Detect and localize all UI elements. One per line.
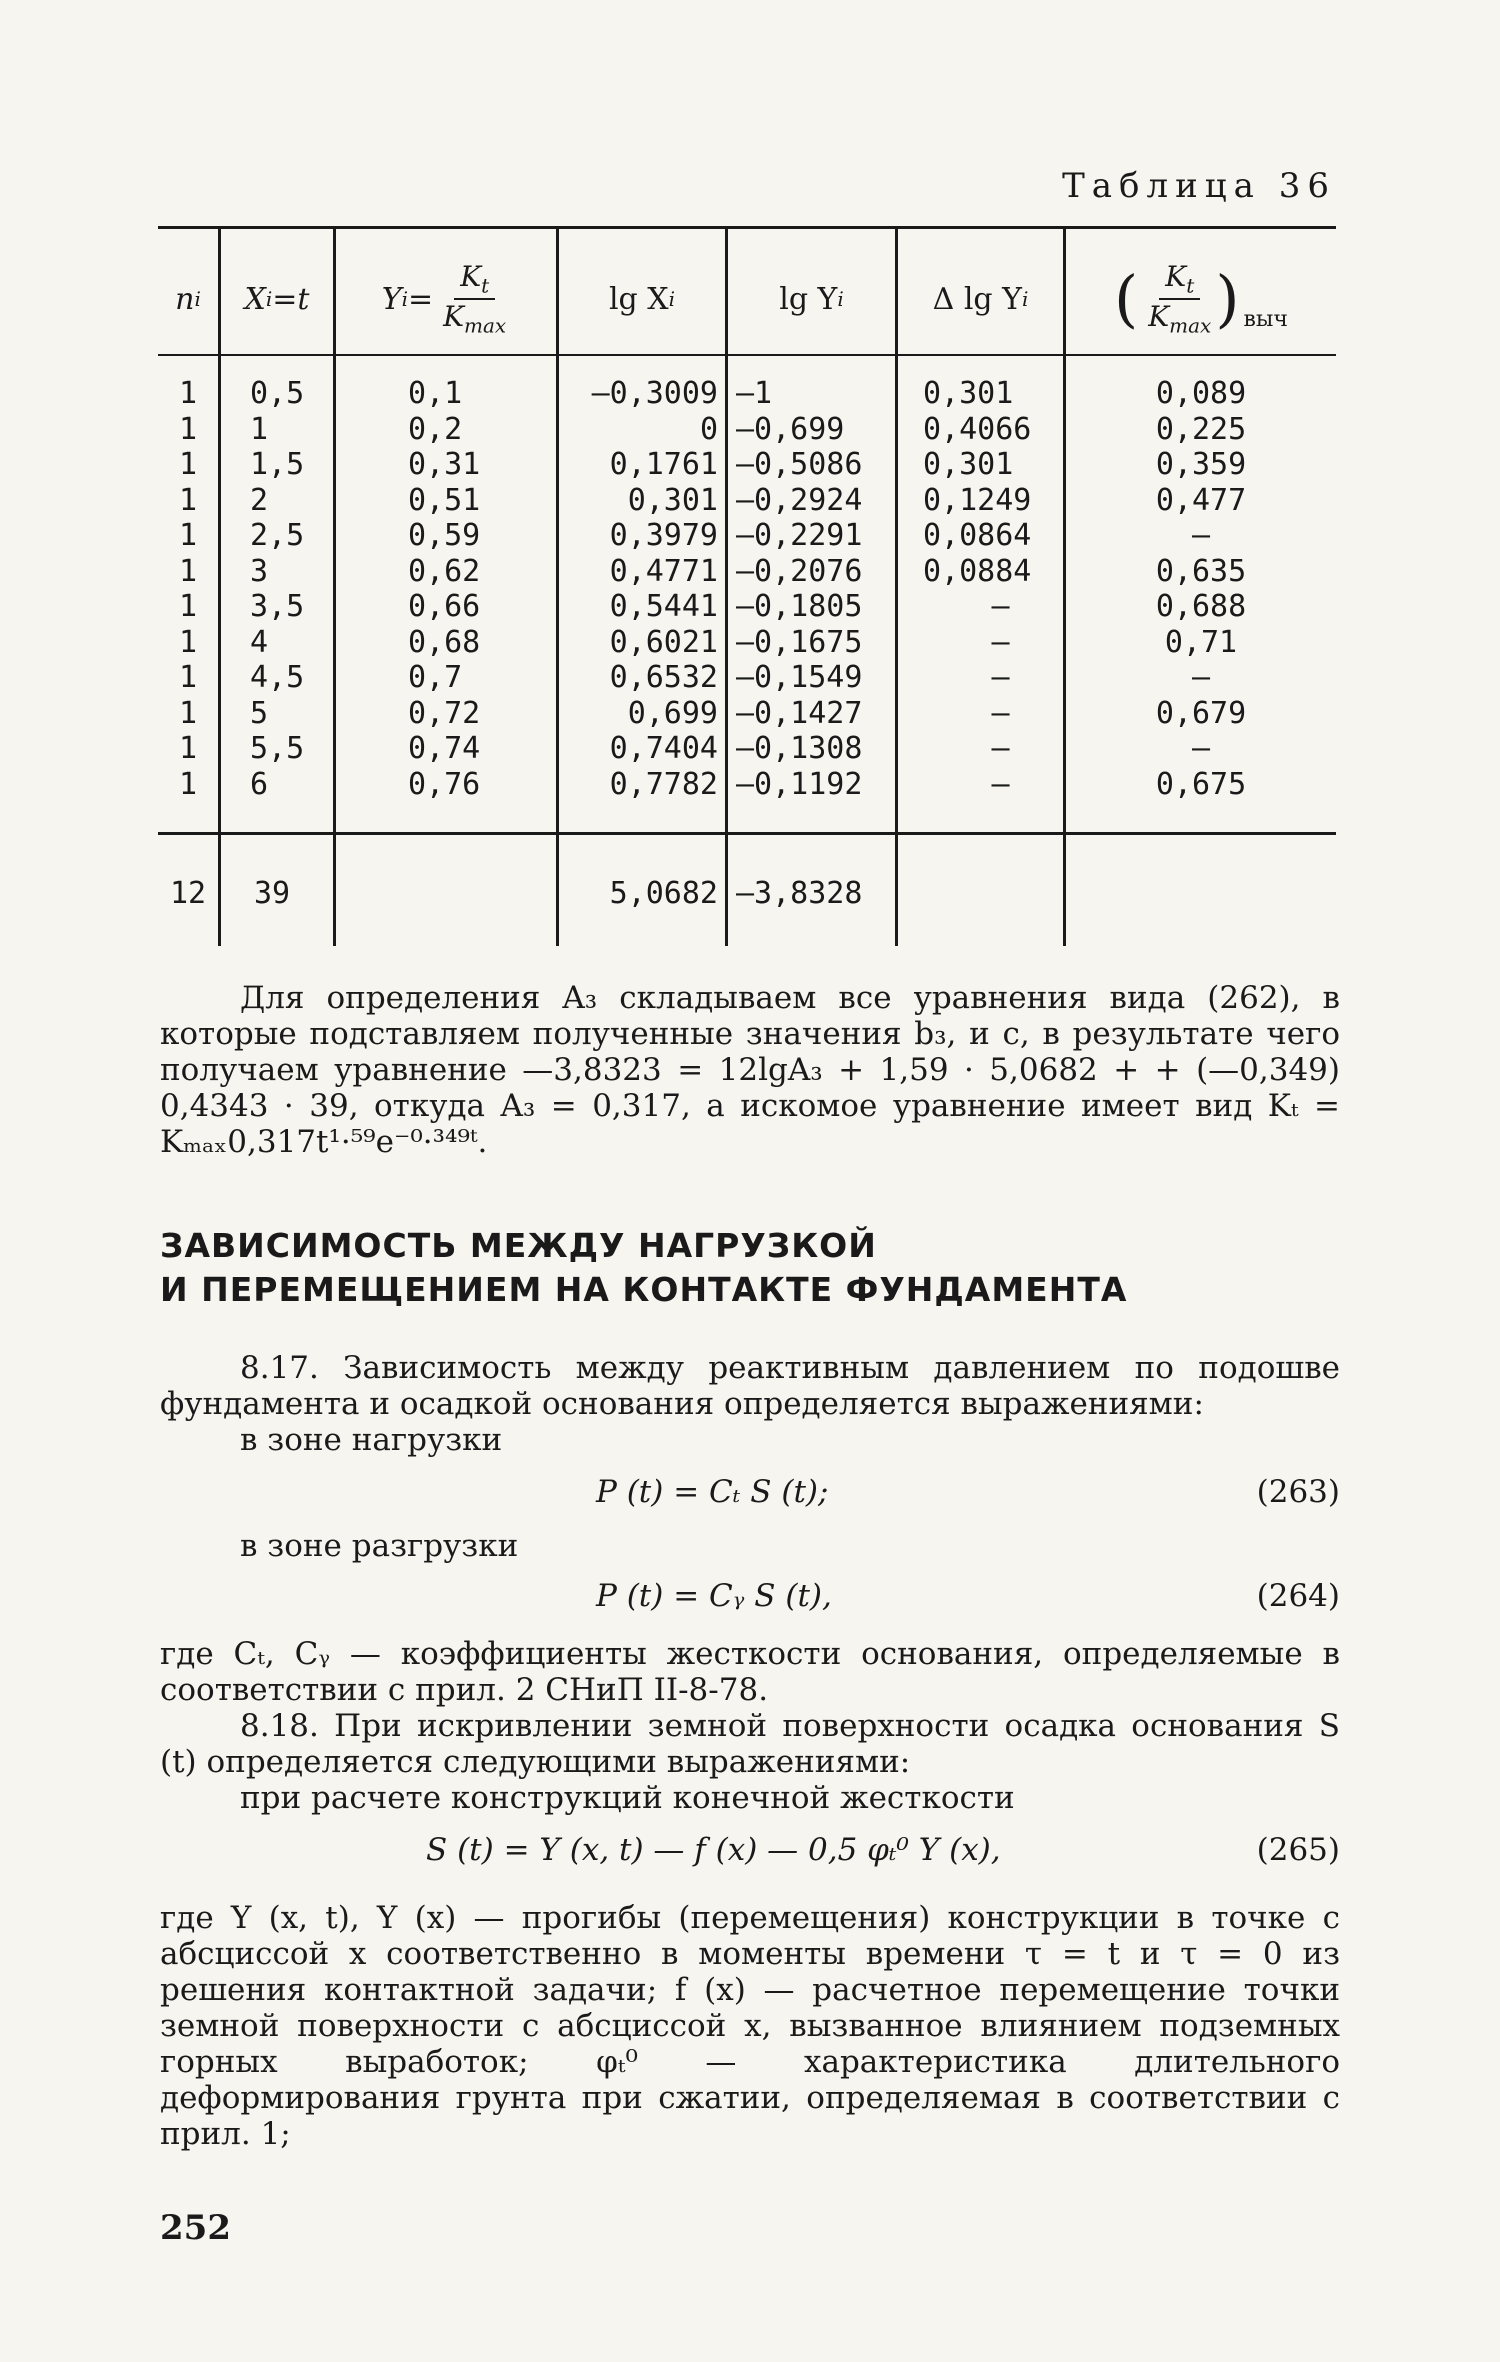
table-cell: 0,7782 xyxy=(609,766,718,802)
table-cell: —0,2924 xyxy=(736,482,863,518)
table-cell: 0,31 xyxy=(408,447,481,482)
table-cell: 5 xyxy=(250,695,269,731)
table-cell: 0,59 xyxy=(408,518,481,553)
equation-number-265: (265) xyxy=(1256,1832,1340,1868)
equation-number-264: (264) xyxy=(1256,1578,1340,1614)
table-cell: 0,699 xyxy=(627,695,718,731)
section-heading-line2: И ПЕРЕМЕЩЕНИЕМ НА КОНТАКТЕ ФУНДАМЕНТА xyxy=(160,1270,1128,1309)
header-x: X i =t xyxy=(244,281,310,317)
table-cell: 0,225 xyxy=(1155,411,1247,447)
table-cell: — xyxy=(991,660,1010,695)
table-cell: 3 xyxy=(250,553,269,589)
table-cell: 0,76 xyxy=(408,766,481,802)
column-lgx xyxy=(568,376,718,802)
table-cell: 0,301 xyxy=(923,447,1014,482)
table-cell: —0,2291 xyxy=(736,518,863,553)
table-cell: 0,6021 xyxy=(609,624,718,660)
table-cell: 0,5 xyxy=(250,376,305,411)
table-cell: 0,635 xyxy=(1155,553,1247,589)
header-n: n i xyxy=(175,281,201,317)
table-cell: 1 xyxy=(178,660,198,695)
table-cell: 0,1249 xyxy=(923,482,1032,518)
table-cell: 6 xyxy=(250,766,269,802)
table-cell: 0,66 xyxy=(408,589,481,624)
table-cell: — xyxy=(991,624,1010,660)
paragraph-deflections: где Y (x, t), Y (x) — прогибы (перемещения) конструкции в точке с абсциссой x соответственно в моменты времени τ = t и τ = 0 из решения контактной задачи; f (x) — расчетное перемещение точки земной поверхности с абсциссой x, вызванное влиянием подземных горных выработок; φₜ⁰ — характеристика длительного деформирования грунта при сжатии, определяемая в соответствии с прил. 1; xyxy=(160,1900,1340,2152)
table-cell: 2,5 xyxy=(250,518,305,553)
formula-264: P (t) = Cᵧ S (t), xyxy=(596,1578,832,1614)
table-cell: —0,3009 xyxy=(591,376,718,411)
table-cell: — xyxy=(1191,518,1211,553)
table-cell: 1 xyxy=(178,695,198,731)
table-cell: —0,2076 xyxy=(736,553,863,589)
table-cell: 0,74 xyxy=(408,731,481,766)
table-cell: 1 xyxy=(178,518,198,553)
table-cell: 0,3979 xyxy=(609,518,718,553)
table-cell: 5,5 xyxy=(250,731,305,766)
column-y xyxy=(408,376,548,802)
header-y: Y i = $\frac{K_t}{K_{max}}$ xyxy=(336,244,556,354)
header-ratio: ( $\frac{K_t}{K_{max}}$ ) выч xyxy=(1114,260,1288,338)
table-cell: —0,1427 xyxy=(736,695,863,731)
paragraph-coefficients: где Cₜ, Cᵧ — коэффициенты жесткости основания, определяемые в соответствии с прил. 2 СНиП II-8-78. xyxy=(160,1636,1340,1708)
table-cell: —0,1805 xyxy=(736,589,863,624)
header-ratio-fraction: $\frac{K_t}{K_{max}}$ xyxy=(1148,260,1212,338)
table-cell: 0,0864 xyxy=(923,518,1032,553)
total-lgx: 5,0682 xyxy=(609,876,718,911)
table-caption: Таблица 36 xyxy=(1062,166,1336,206)
column-n xyxy=(158,376,218,802)
formula-263: P (t) = Cₜ S (t); xyxy=(596,1474,829,1510)
table-cell: 0,51 xyxy=(408,482,481,518)
table-cell: 4,5 xyxy=(250,660,305,695)
paragraph-8-17: 8.17. Зависимость между реактивным давлением по подошве фундамента и осадкой основания определяется выражениями: xyxy=(160,1350,1340,1422)
section-heading-line1: ЗАВИСИМОСТЬ МЕЖДУ НАГРУЗКОЙ xyxy=(160,1226,877,1265)
table-cell: 0,679 xyxy=(1155,695,1247,731)
table-cell: 0,089 xyxy=(1155,376,1247,411)
table-cell: 0,72 xyxy=(408,695,481,731)
table-cell: 1 xyxy=(178,447,198,482)
table-cell: 3,5 xyxy=(250,589,305,624)
table-cell: — xyxy=(991,589,1010,624)
equation-number-263: (263) xyxy=(1256,1474,1340,1510)
table-cell: 1 xyxy=(250,411,269,447)
table-cell: —1 xyxy=(736,376,773,411)
table-cell: 1 xyxy=(178,376,198,411)
column-lgy xyxy=(736,376,891,802)
table-cell: 0,688 xyxy=(1155,589,1247,624)
table-cell: 0,5441 xyxy=(609,589,718,624)
page-number: 252 xyxy=(160,2208,231,2248)
table-cell: 0,675 xyxy=(1155,766,1247,802)
table-cell: —0,699 xyxy=(736,411,845,447)
table-cell: 0,301 xyxy=(923,376,1014,411)
table-cell: — xyxy=(1191,660,1211,695)
table-cell: 0,301 xyxy=(627,482,718,518)
column-dlgy xyxy=(923,376,1058,802)
table-cell: 0,2 xyxy=(408,411,463,447)
table-cell: — xyxy=(991,731,1010,766)
table-cell: — xyxy=(1191,731,1211,766)
table-cell: 0,62 xyxy=(408,553,481,589)
table-cell: —0,1549 xyxy=(736,660,863,695)
total-x: 39 xyxy=(254,876,291,911)
table-cell: 0,1761 xyxy=(609,447,718,482)
total-n: 12 xyxy=(169,876,207,911)
total-lgy: —3,8328 xyxy=(736,876,863,911)
table-cell: 0,71 xyxy=(1164,624,1238,660)
table-cell: 1 xyxy=(178,589,198,624)
paragraph-8-18: 8.18. При искривлении земной поверхности осадка основания S (t) определяется следующими выражениями: xyxy=(160,1708,1340,1780)
table-cell: 0,477 xyxy=(1155,482,1247,518)
table-cell: 4 xyxy=(250,624,269,660)
table-cell: 0,1 xyxy=(408,376,463,411)
paragraph-a3-derivation: Для определения A₃ складываем все уравнения вида (262), в которые подставляем полученные значения b₃, и c, в результате чего получаем уравнение —3,8323 = 12lgA₃ + 1,59 · 5,0682 + + (—0,349) 0,4343 · 39, откуда A₃ = 0,317, а искомое уравнение имеет вид Kₜ = Kₘₐₓ0,317t¹·⁵⁹e⁻⁰·³⁴⁹ᵗ. xyxy=(160,980,1340,1160)
column-x xyxy=(250,376,330,802)
table-cell: 1,5 xyxy=(250,447,305,482)
table-cell: 0,7 xyxy=(408,660,463,695)
table-cell: 0,4066 xyxy=(923,411,1032,447)
header-lgx: lg X i xyxy=(608,281,676,317)
table-cell: 1 xyxy=(178,411,198,447)
table-cell: 2 xyxy=(250,482,269,518)
finite-stiffness-label: при расчете конструкций конечной жесткости xyxy=(240,1780,1015,1816)
table-cell: —0,1192 xyxy=(736,766,863,802)
column-ratio xyxy=(1066,376,1336,802)
table-cell: 0,359 xyxy=(1155,447,1247,482)
table-cell: 1 xyxy=(178,731,198,766)
table-cell: 0,6532 xyxy=(609,660,718,695)
data-table xyxy=(158,226,1336,946)
formula-265: S (t) = Y (x, t) — f (x) — 0,5 φₜ⁰ Y (x), xyxy=(426,1832,1001,1868)
header-lgy: lg Y i xyxy=(779,281,844,317)
table-cell: — xyxy=(991,695,1010,731)
table-cell: —0,1308 xyxy=(736,731,863,766)
table-cell: 0,68 xyxy=(408,624,481,660)
table-cell: 0 xyxy=(699,411,718,447)
table-cell: 1 xyxy=(178,553,198,589)
table-cell: —0,5086 xyxy=(736,447,863,482)
table-cell: 1 xyxy=(178,766,198,802)
header-dlgy: Δ lg Y i xyxy=(932,281,1029,317)
table-cell: 0,4771 xyxy=(609,553,718,589)
table-cell: —0,1675 xyxy=(736,624,863,660)
table-cell: 0,0884 xyxy=(923,553,1032,589)
table-cell: — xyxy=(991,766,1010,802)
load-zone-label: в зоне нагрузки xyxy=(240,1422,503,1458)
table-cell: 1 xyxy=(178,624,198,660)
table-cell: 1 xyxy=(178,482,198,518)
header-y-fraction: $\frac{K_t}{K_{max}}$ xyxy=(443,260,507,338)
table-cell: 0,7404 xyxy=(609,731,718,766)
unload-zone-label: в зоне разгрузки xyxy=(240,1528,519,1564)
